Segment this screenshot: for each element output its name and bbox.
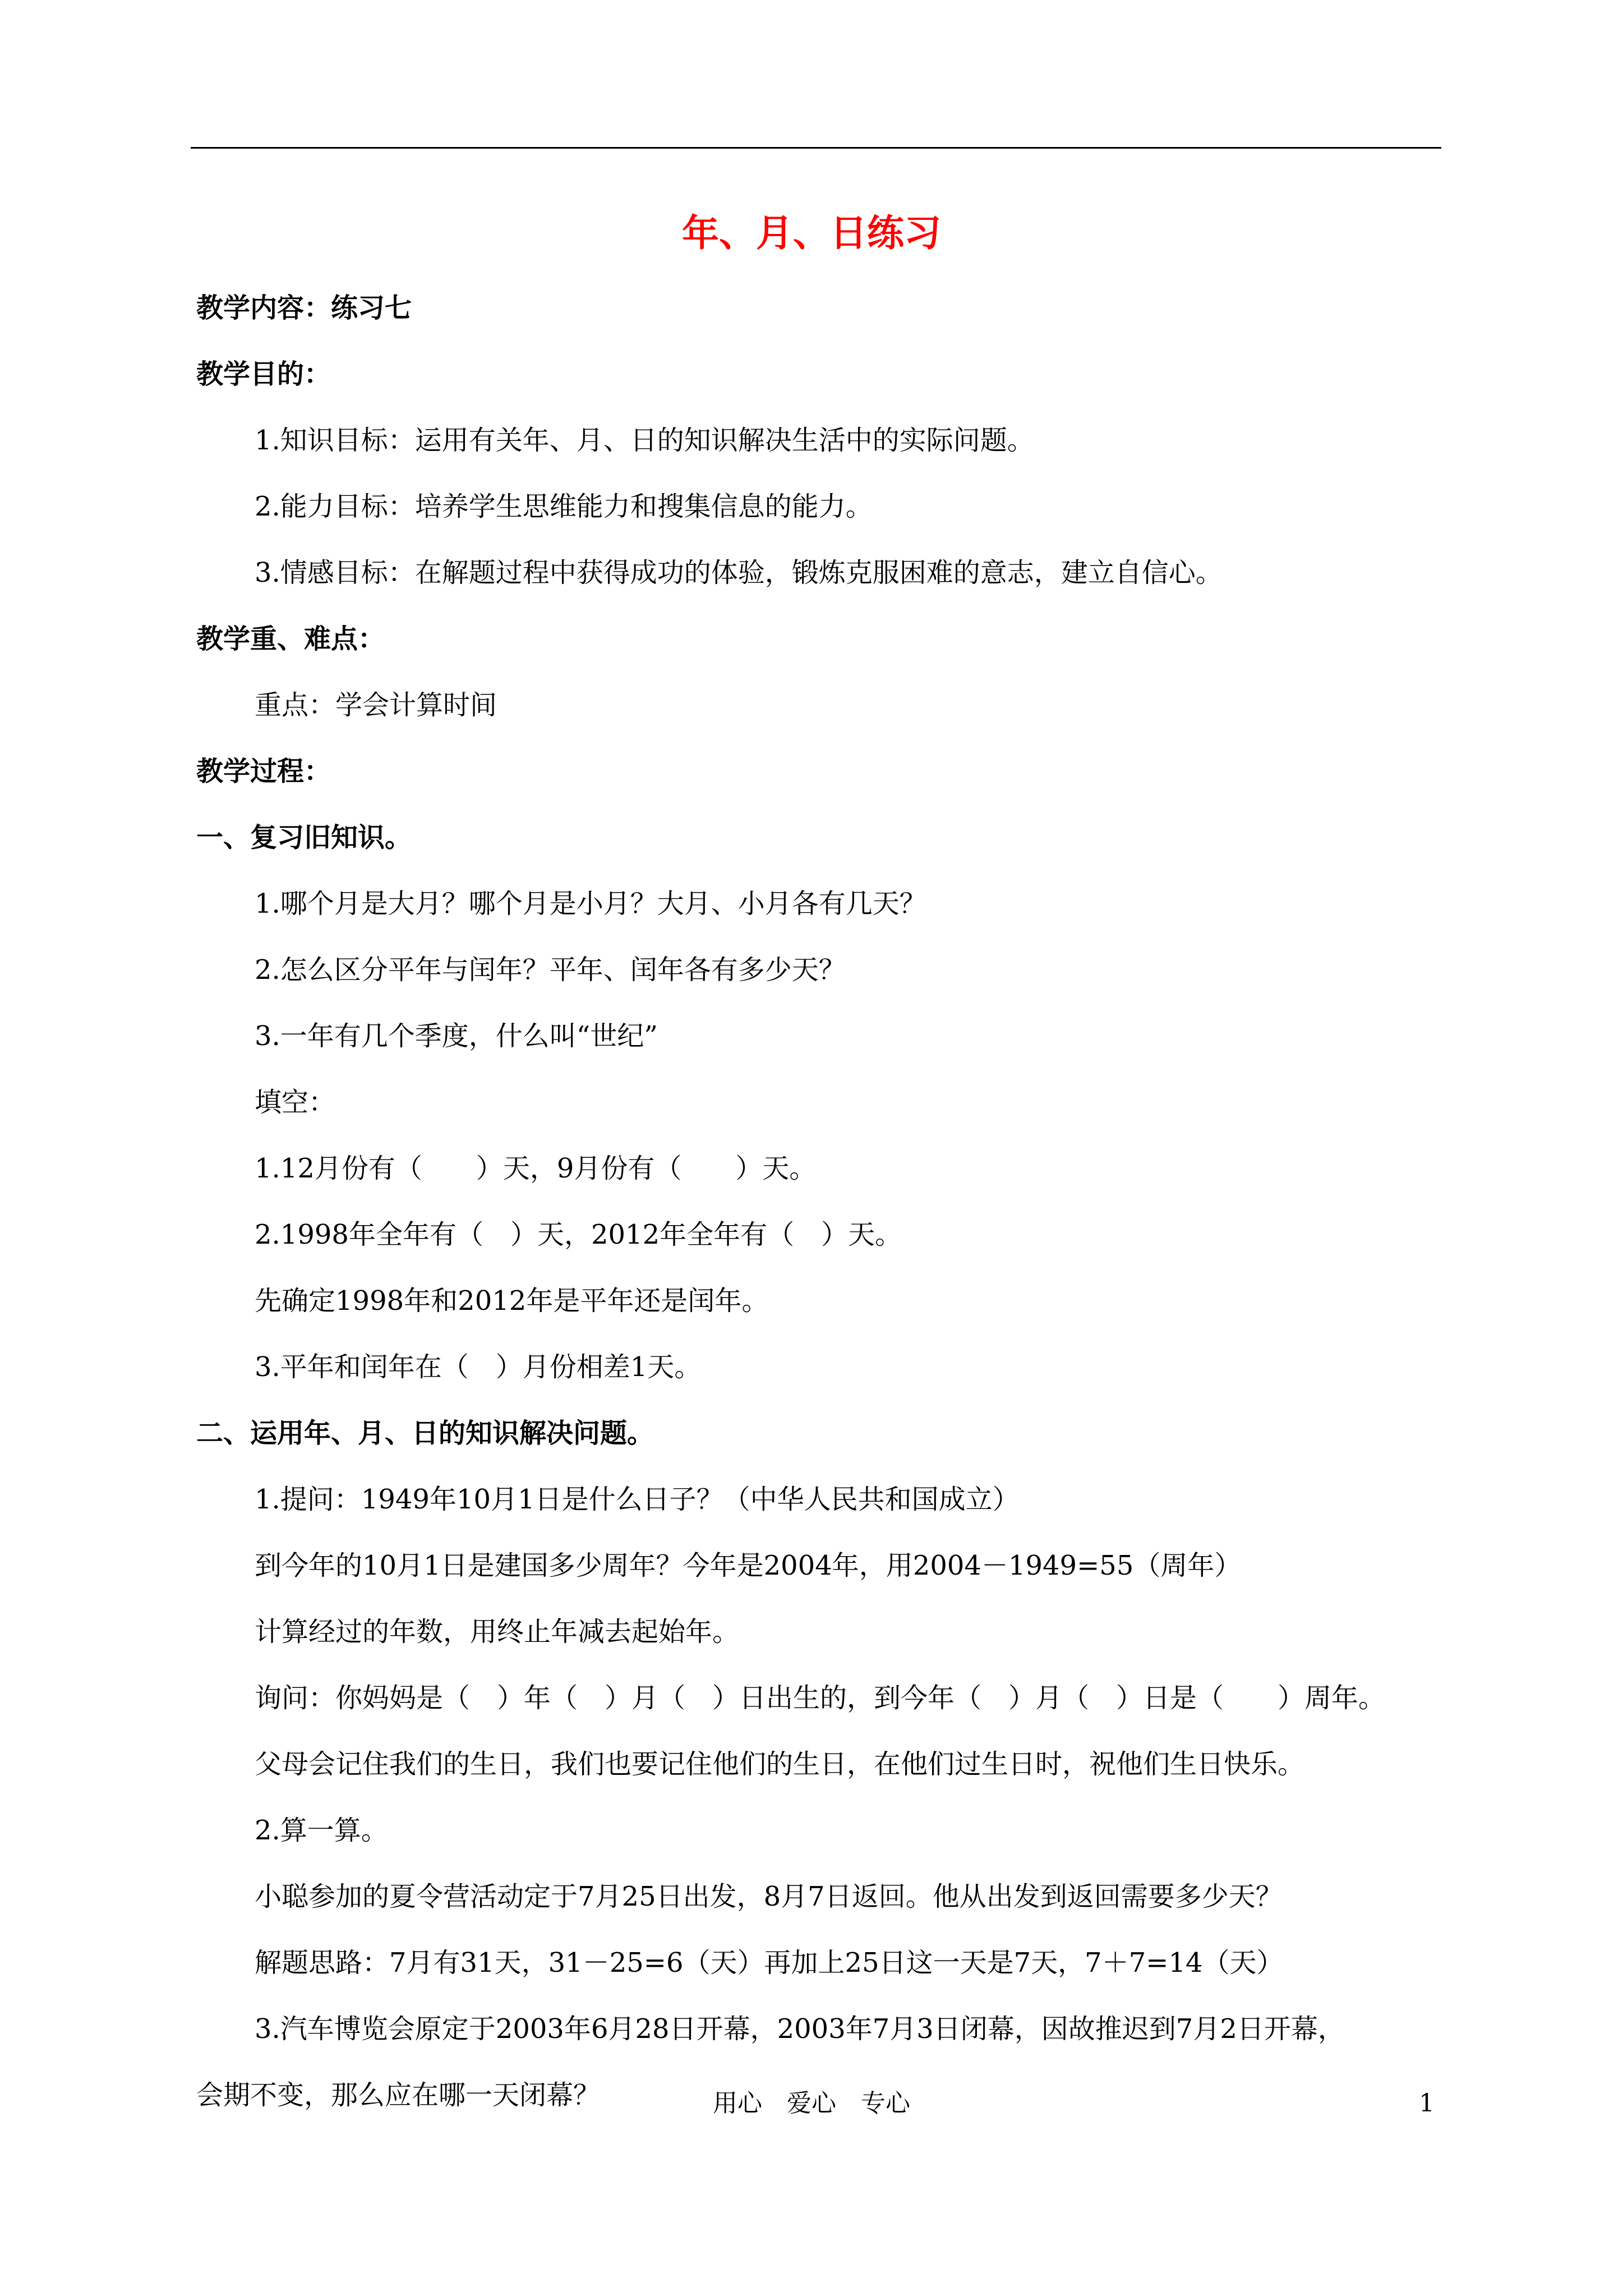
page-number: 1 — [1419, 2089, 1435, 2118]
document-title: 年、月、日练习 — [682, 211, 941, 255]
fill-blank-3: 3.平年和闰年在（ ）月份相差1天。 — [255, 1351, 702, 1383]
process-heading: 教学过程： — [196, 756, 331, 787]
goal-emotion: 3.情感目标：在解题过程中获得成功的体验，锻炼克服困难的意志，建立自信心。 — [255, 557, 1223, 588]
section-one-heading: 一、复习旧知识。 — [196, 822, 412, 853]
footer-motto: 用心 爱心 专心 — [713, 2089, 910, 2118]
fill-blank-2: 2.1998年全年有（ ）天，2012年全年有（ ）天。 — [255, 1219, 902, 1250]
problem-1-note: 父母会记住我们的生日，我们也要记住他们的生日，在他们过生日时，祝他们生日快乐。 — [255, 1749, 1305, 1780]
problem-1-ask: 询问：你妈妈是（ ）年（ ）月（ ）日出生的，到今年（ ）月（ ）日是（ ）周年。 — [255, 1682, 1386, 1714]
fill-blank-hint: 先确定1998年和2012年是平年还是闰年。 — [255, 1285, 769, 1317]
problem-2-heading: 2.算一算。 — [255, 1815, 388, 1846]
problem-2-solution: 解题思路：7月有31天，31－25=6（天）再加上25日这一天是7天，7＋7=14（天） — [255, 1947, 1284, 1978]
header-rule — [191, 147, 1441, 149]
problem-1-calc: 到今年的10月1日是建国多少周年？今年是2004年，用2004－1949=55（周年） — [255, 1550, 1242, 1581]
teaching-goals-heading: 教学目的： — [196, 358, 331, 390]
key-point: 重点：学会计算时间 — [255, 689, 497, 721]
review-question-2: 2.怎么区分平年与闰年？平年、闰年各有多少天？ — [255, 954, 846, 986]
key-points-heading: 教学重、难点： — [196, 623, 385, 655]
problem-3-question-cont: 会期不变，那么应在哪一天闭幕？ — [196, 2079, 601, 2111]
problem-1-question: 1.提问：1949年10月1日是什么日子？（中华人民共和国成立） — [255, 1484, 1020, 1515]
problem-3-question: 3.汽车博览会原定于2003年6月28日开幕，2003年7月3日闭幕，因故推迟到7月2日开幕， — [255, 2013, 1345, 2045]
goal-knowledge: 1.知识目标：运用有关年、月、日的知识解决生活中的实际问题。 — [255, 425, 1034, 456]
teaching-content-line: 教学内容：练习七 — [196, 292, 412, 324]
problem-2-question: 小聪参加的夏令营活动定于7月25日出发，8月7日返回。他从出发到返回需要多少天？ — [255, 1881, 1283, 1912]
fill-blank-heading: 填空： — [255, 1087, 336, 1118]
goal-ability: 2.能力目标：培养学生思维能力和搜集信息的能力。 — [255, 491, 873, 522]
fill-blank-1: 1.12月份有（ ）天，9月份有（ ）天。 — [255, 1153, 817, 1184]
problem-1-method: 计算经过的年数，用终止年减去起始年。 — [255, 1616, 740, 1648]
review-question-1: 1.哪个月是大月？哪个月是小月？大月、小月各有几天？ — [255, 888, 926, 919]
document-body — [196, 275, 1447, 2128]
review-question-3: 3.一年有几个季度，什么叫“世纪” — [255, 1020, 658, 1052]
section-two-heading: 二、运用年、月、日的知识解决问题。 — [196, 1418, 654, 1449]
